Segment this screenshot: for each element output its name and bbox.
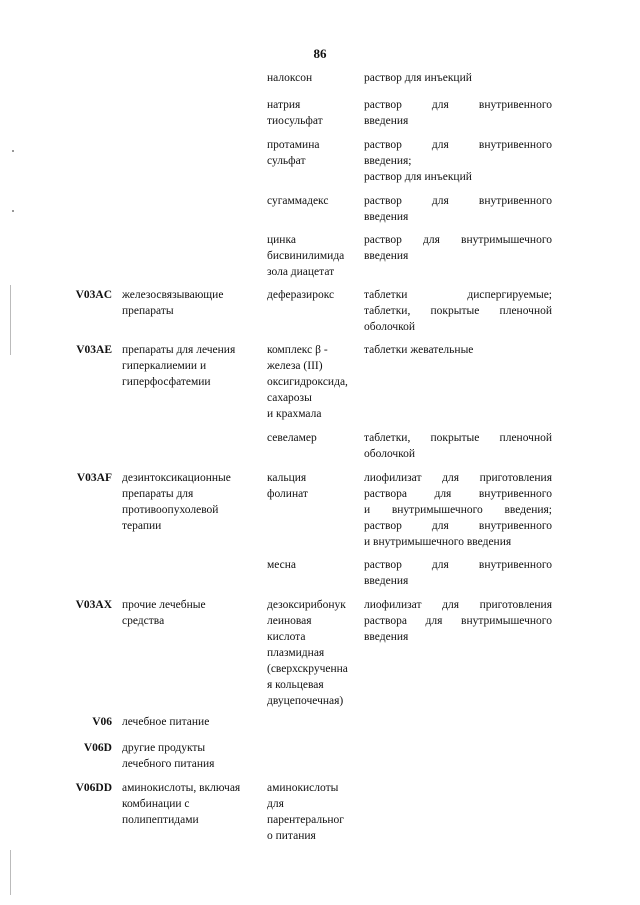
drug-name	[267, 780, 359, 844]
drug-line: протамина	[267, 139, 320, 151]
drug-name	[267, 70, 359, 86]
form-line: лиофилизат для приготовления	[364, 472, 552, 484]
atc-code: V06	[92, 716, 112, 728]
drug-line: комплекс β -	[267, 344, 328, 356]
dosage-form	[364, 287, 552, 335]
scan-margin-mark	[10, 285, 11, 355]
atc-code: V03AC	[75, 289, 112, 301]
group-line: аминокислоты, включая	[122, 782, 241, 794]
drug-line: налоксон	[267, 72, 313, 84]
group-line: прочие лечебные	[122, 599, 206, 611]
form-line: введения	[364, 631, 409, 643]
group-line: препараты для лечения	[122, 344, 236, 356]
form-line: раствор для внутримышечного	[364, 234, 552, 246]
atc-group-name	[122, 740, 260, 772]
form-line: введения	[364, 115, 409, 127]
drug-line: о питания	[267, 830, 316, 842]
scan-margin-dot	[12, 210, 14, 212]
group-line: другие продукты	[122, 742, 206, 754]
dosage-form	[364, 137, 552, 185]
form-line: введения;	[364, 155, 412, 167]
atc-group-name	[122, 342, 260, 390]
atc-group-name	[122, 714, 260, 730]
form-line: и внутримышечного введения;	[364, 504, 552, 516]
dosage-form	[364, 97, 552, 129]
group-line: препараты	[122, 305, 174, 317]
dosage-form	[364, 70, 552, 86]
drug-name	[267, 137, 359, 169]
drug-line: парентеральног	[267, 814, 344, 826]
drug-line: двуцепочечная)	[267, 695, 344, 707]
drug-line: фолинат	[267, 488, 308, 500]
form-line: раствор для внутривенного	[364, 139, 552, 151]
form-line: таблетки диспергируемые;	[364, 289, 552, 301]
drug-line: аминокислоты	[267, 782, 339, 794]
group-line: средства	[122, 615, 165, 627]
drug-line: плазмидная	[267, 647, 325, 659]
drug-line: сугаммадекс	[267, 195, 329, 207]
atc-group-name	[122, 780, 260, 828]
scan-margin-mark	[10, 850, 11, 895]
form-line: введения	[364, 250, 409, 262]
drug-line: деферазирокс	[267, 289, 335, 301]
dosage-form	[364, 557, 552, 589]
drug-line: тиосульфат	[267, 115, 323, 127]
form-line: введения	[364, 211, 409, 223]
drug-line: железа (III)	[267, 360, 323, 372]
dosage-form	[364, 232, 552, 264]
form-line: таблетки, покрытые пленочной	[364, 432, 552, 444]
drug-line: цинка	[267, 234, 296, 246]
drug-line: и крахмала	[267, 408, 322, 420]
form-line: раствор для внутривенного	[364, 195, 552, 207]
dosage-form	[364, 470, 552, 550]
drug-name	[267, 193, 359, 209]
drug-line: сульфат	[267, 155, 306, 167]
dosage-form	[364, 342, 552, 358]
form-line: таблетки, покрытые пленочной	[364, 305, 552, 317]
drug-line: (сверхскрученна	[267, 663, 348, 675]
drug-line: кислота	[267, 631, 306, 643]
drug-line: кальция	[267, 472, 307, 484]
atc-code: V06D	[83, 742, 112, 754]
form-line: раствор для инъекций	[364, 171, 472, 183]
drug-line: сахарозы	[267, 392, 312, 404]
drug-line: натрия	[267, 99, 301, 111]
group-line: лечебное питание	[122, 716, 210, 728]
page-number: 86	[313, 46, 327, 61]
group-line: гиперфосфатемии	[122, 376, 211, 388]
form-line: раствор для внутривенного	[364, 99, 552, 111]
dosage-form	[364, 193, 552, 225]
drug-line: я кольцевая	[267, 679, 324, 691]
drug-line: бисвинилимида	[267, 250, 345, 262]
atc-code: V03AE	[76, 344, 112, 356]
drug-name	[267, 470, 359, 502]
form-line: таблетки жевательные	[364, 344, 474, 356]
form-line: раствор для внутривенного	[364, 520, 552, 532]
form-line: и внутримышечного введения	[364, 536, 512, 548]
drug-name	[267, 597, 359, 709]
atc-group-name	[122, 470, 260, 534]
atc-group-name	[122, 287, 260, 319]
group-line: железосвязывающие	[122, 289, 224, 301]
group-line: комбинации с	[122, 798, 190, 810]
atc-code: V03AX	[75, 599, 112, 611]
atc-code: V03AF	[76, 472, 112, 484]
drug-name	[267, 557, 359, 573]
drug-line: севеламер	[267, 432, 317, 444]
form-line: оболочкой	[364, 448, 416, 460]
scan-margin-dot	[12, 150, 14, 152]
drug-name	[267, 97, 359, 129]
drug-line: оксигидроксида,	[267, 376, 348, 388]
form-line: раствора для внутримышечного	[364, 615, 552, 627]
group-line: полипептидами	[122, 814, 199, 826]
drug-name	[267, 430, 359, 446]
form-line: раствор для инъекций	[364, 72, 472, 84]
drug-line: для	[267, 798, 284, 810]
form-line: оболочкой	[364, 321, 416, 333]
group-line: терапии	[122, 520, 162, 532]
drug-name	[267, 342, 359, 422]
drug-name	[267, 232, 359, 280]
drug-name	[267, 287, 359, 303]
dosage-form	[364, 597, 552, 645]
drug-line: месна	[267, 559, 297, 571]
form-line: введения	[364, 575, 409, 587]
form-line: лиофилизат для приготовления	[364, 599, 552, 611]
atc-group-name	[122, 597, 260, 629]
drug-line: дезоксирибонук	[267, 599, 346, 611]
group-line: противоопухолевой	[122, 504, 219, 516]
group-line: дезинтоксикационные	[122, 472, 231, 484]
form-line: раствор для внутривенного	[364, 559, 552, 571]
form-line: раствора для внутривенного	[364, 488, 552, 500]
dosage-form	[364, 430, 552, 462]
group-line: гиперкалиемии и	[122, 360, 207, 372]
drug-line: зола диацетат	[267, 266, 335, 278]
atc-code: V06DD	[75, 782, 112, 794]
drug-line: леиновая	[267, 615, 312, 627]
group-line: препараты для	[122, 488, 194, 500]
group-line: лечебного питания	[122, 758, 215, 770]
